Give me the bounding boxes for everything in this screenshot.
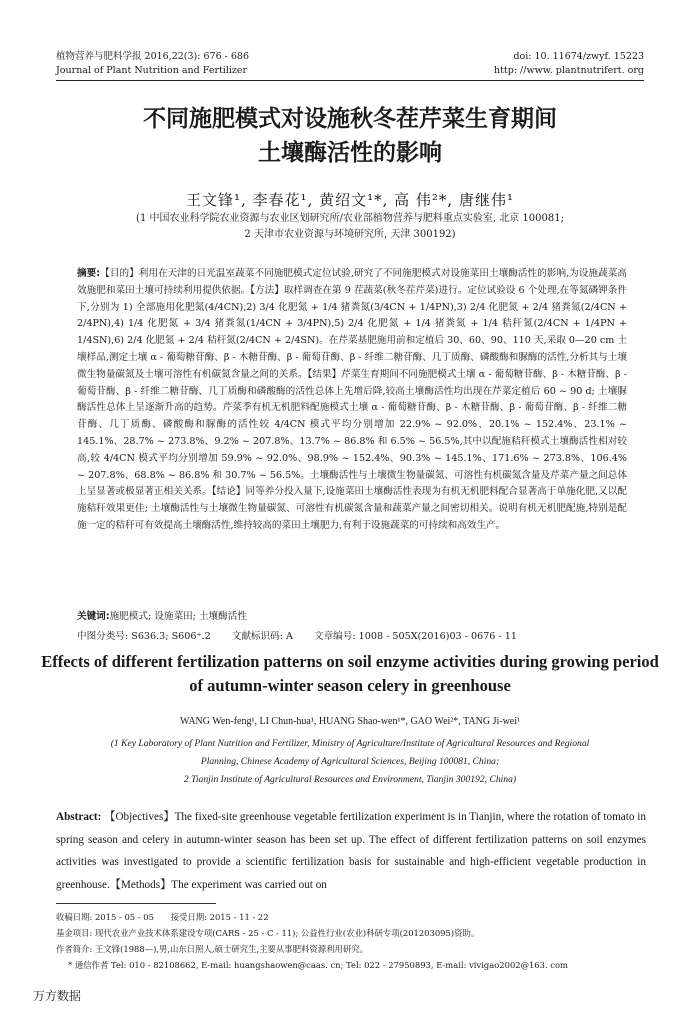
footnote-funding: 基金项目: 现代农业产业技术体系建设专项(CARS - 25 - C - 11); 公益性行业(农业)科研专项(201203095)资助。 [56, 928, 480, 938]
footnote-divider [56, 903, 216, 904]
header-divider [56, 80, 644, 81]
footnote-author-bio: 作者简介: 王文锋(1988—),男,山东日照人,硕士研究生,主要从事肥料资源利用研究。 [56, 944, 368, 954]
title-cn-line2: 土壤酶活性的影响 [258, 140, 442, 166]
affiliation-en-3: 2 Tianjin Institute of Agricultural Resources and Environment, Tianjin 300192, China) [183, 774, 517, 785]
classification-line [77, 628, 637, 642]
journal-citation-cn: 植物营养与肥料学报 2016,22(3): 676 - 686 [56, 51, 249, 62]
affiliation-cn-2: 2 天津市农业资源与环境研究所, 天津 300192) [244, 229, 456, 240]
abstract-en [56, 806, 646, 896]
affiliations-cn [0, 211, 700, 243]
journal-name-en: Journal of Plant Nutrition and Fertilizer [56, 65, 248, 76]
authors-en: WANG Wen-feng¹, LI Chun-hua¹, HUANG Shao-wen¹*, GAO Wei²*, TANG Ji-wei¹ [179, 716, 521, 727]
keywords-cn [77, 608, 247, 622]
watermark: 万方数据 [33, 989, 82, 1003]
abstract-en-label: Abstract: [56, 811, 102, 823]
document-code: 文献标识码: A [231, 631, 293, 642]
running-header-bottom [56, 64, 644, 77]
title-cn-line1: 不同施肥模式对设施秋冬茬芹菜生育期间 [143, 106, 557, 132]
journal-url[interactable]: http: //www. plantnutrifert. org [494, 65, 644, 76]
title-en: Effects of different fertilization patterns on soil enzyme activities during growing period of autumn-winter season celery in greenhouse [41, 652, 659, 695]
affiliation-en-1: (1 Key Laboratory of Plant Nutrition and Fertilizer, Ministry of Agriculture/Institute of Agricultural Resources and Regional [110, 738, 590, 749]
affiliation-cn-1: (1 中国农业科学院农业资源与农业区划研究所/农业部植物营养与肥料重点实验室, 北京 100081; [136, 213, 564, 224]
abstract-cn-text: 【目的】利用在天津的日光温室蔬菜不同施肥模式定位试验,研究了不同施肥模式对设施菜田土壤酶活性的影响,为设施蔬菜高效施肥和菜田土壤可持续利用提供依据。【方法】取样调查在第 9 茬蔬菜(秋冬茬芹菜)进行。定位试验设 6 个处理,在等氮磷钾条件下,分别为 1) 全部施用化肥氮(4/4CN),2) 3/4 化肥氮 + 1/4 猪粪氮(3/4CN + 1/4PN),3) 2/4 化肥氮 + 2/4 猪粪氮(2/4CN + 2/4PN),4) 1/4 化肥氮 + 3/4 猪粪氮(1/4CN + 3/4PN),5) 2/4 化肥氮 + 1/4 猪粪氮 + 1/4 秸秆氮(2/4CN + 1/4PN + 1/4SN),6) 2/4 化肥氮 + 2/4 秸秆氮(2/4CN + 2/4SN)。在芹菜基肥施用前和定植后 30、60、90、110 天,采取 0—20 cm 土壤样品,测定土壤 α - 葡萄糖苷酶、β - 木糖苷酶、β - 葡萄苷酶、β - 纤维二糖苷酶、几丁质酶、磷酸酶和脲酶的活性,分析其与土壤微生物量碳氮及土壤可溶性有机碳氮含量之间的关系。【结果】芹菜生育期间不同施肥模式土壤 α - 葡萄糖苷酶、β - 木糖苷酶、β - 葡萄苷酶、β - 纤维二糖苷酶、几丁质酶和磷酸酶的活性总体上先增后降,较高土壤酶活性均出现在芹菜定植后 60 ~ 90 d; 土壤脲酶活性总体上呈逐渐升高的趋势。芹菜季有机无机肥料配施模式土壤 α - 葡萄糖苷酶、β - 木糖苷酶、β - 葡萄苷酶、β - 纤维二糖苷酶、几丁质酶、磷酸酶和脲酶的活性较 4/4CN 模式平均分别增加 22.9% ~ 92.0%、20.1% ~ 152.4%、23.1% ~ 145.1%、28.7% ~ 273.8%、9.2% ~ 207.8%、13.7% ~ 86.8% 和 6.5% ~ 56.5%,其中以配施秸秆模式土壤酶活性相对较高,较 4/4CN 模式平均分别增加 59.9% ~ 92.0%、98.9% ~ 152.4%、90.3% ~ 145.1%、171.6% ~ 273.8%、106.4% ~ 207.8%、68.8% ~ 86.8% 和 30.7% ~ 56.5%。土壤酶活性与土壤微生物量碳氮、可溶性有机碳氮含量及芹菜产量之间总体上呈显著或极显著正相关关系。【结论】同等养分投入量下,设施菜田土壤酶活性表现为有机无机肥料配合显著高于单施化肥,又以配施秸秆效果更佳; 土壤酶活性与土壤微生物量碳氮、可溶性有机碳氮含量和蔬菜产量之间密切相关。说明有机无机肥配施,特别是配施一定的秸秆可有效提高土壤酶活性,维持较高的菜田土壤肥力,有利于设施蔬菜的可持续和高效生产。 [77, 268, 627, 531]
abstract-en-text: 【Objectives】The fixed-site greenhouse vegetable fertilization experiment is in Tianjin, where the rotation of tomato in spring season and celery in autumn-winter season has been set up. The effect of different fertilization patterns on soil enzymes activities was investigated to provide a scientific fertilization basis for sustainable and high-efficient vegetable production in greenhouse.【Methods】The experiment was carried out on [56, 811, 647, 891]
abstract-cn [77, 266, 627, 535]
footnote-received: 收稿日期: 2015 - 05 - 05 接受日期: 2015 - 11 - 22 [56, 912, 269, 922]
running-header-top [56, 50, 644, 63]
footnote-corresponding: * 通信作者 Tel: 010 - 82108662, E-mail: huangshaowen@caas. cn; Tel: 022 - 27950893, E-mail: vivigao2002@163. com [68, 960, 568, 970]
abstract-cn-label: 摘要: [77, 268, 101, 279]
affiliations-en [60, 735, 640, 789]
title-cn [0, 102, 700, 170]
authors-cn: 王文锋¹, 李春花¹, 黄绍文¹*, 高 伟²*, 唐继伟¹ [186, 191, 514, 209]
keywords-cn-label: 关键词: [77, 611, 110, 622]
article-number: 文章编号: 1008 - 505X(2016)03 - 0676 - 11 [313, 631, 517, 642]
clc-number: 中图分类号: S636.3; S606⁺.2 [77, 631, 211, 642]
keywords-cn-text: 施肥模式; 设施菜田; 土壤酶活性 [109, 611, 247, 622]
affiliation-en-2: Planning, Chinese Academy of Agricultural Sciences, Beijing 100081, China; [200, 756, 500, 767]
doi: doi: 10. 11674/zwyf. 15223 [513, 51, 644, 62]
